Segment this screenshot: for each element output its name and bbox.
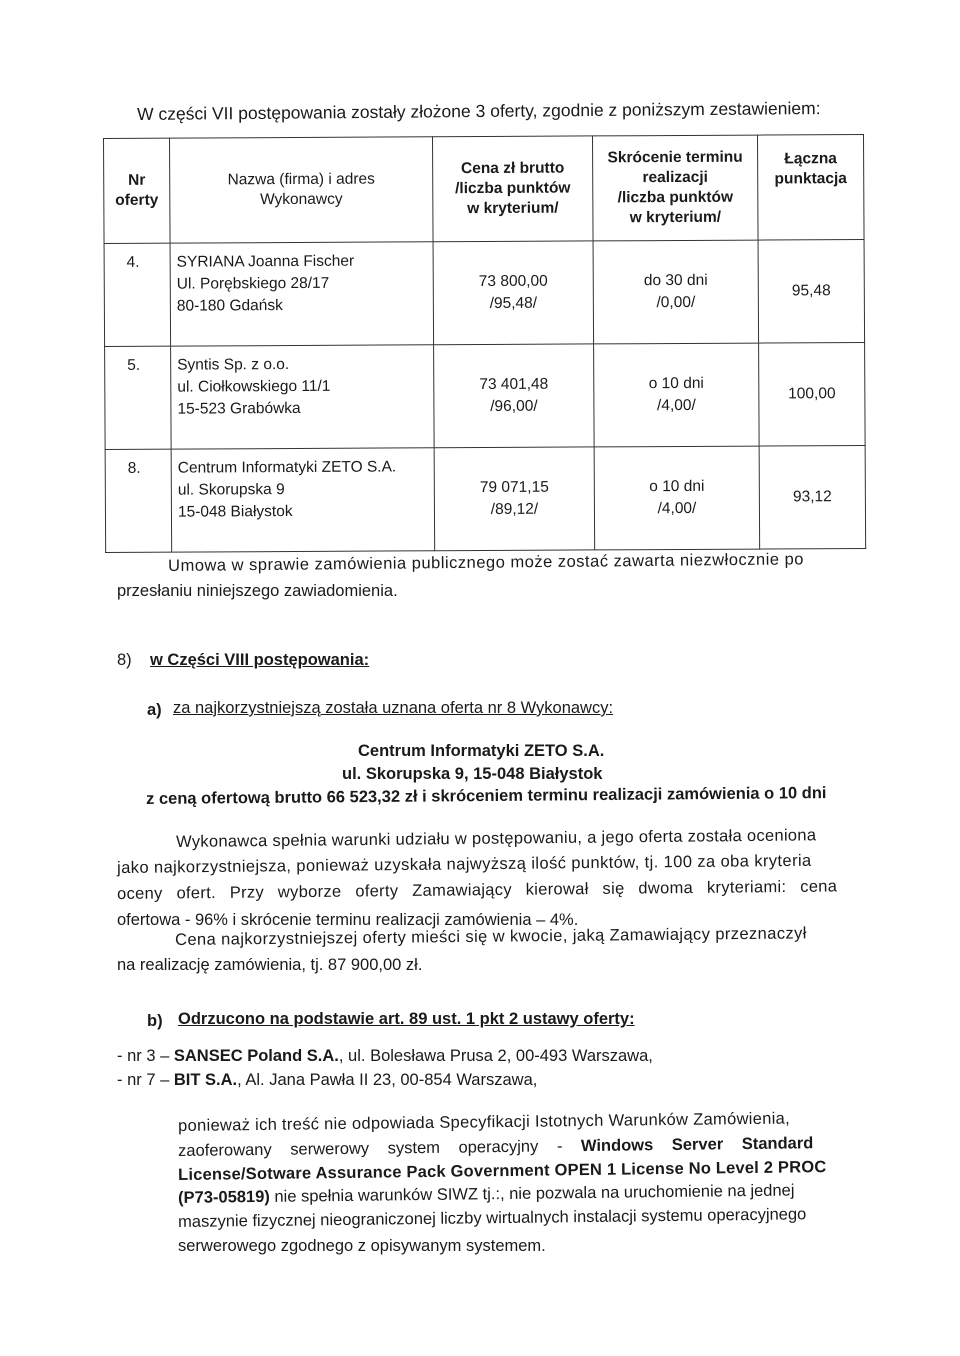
offers-table (103, 134, 866, 553)
reason-line: (P73-05819) nie spełnia warunków SIWZ tj.:, nie pozwala na uruchomienie na jednej (178, 1181, 795, 1207)
budget-line: na realizację zamówienia, tj. 87 900,00 zł. (117, 956, 423, 974)
row-total: 95,48 (758, 240, 865, 344)
table-row (105, 446, 866, 553)
row-firm: Centrum Informatyki ZETO S.A. ul. Skorupska 9 15-048 Białystok (171, 448, 435, 552)
table-header-row (104, 135, 865, 244)
row-price: 79 071,15 /89,12/ (434, 447, 595, 551)
table-row (104, 240, 865, 347)
section-heading: w Części VIII postępowania: (150, 651, 370, 669)
row-price: 73 800,00 /95,48/ (433, 241, 594, 345)
rejected-company: BIT S.A. (173, 1071, 238, 1089)
header-term: Skrócenie terminu realizacji /liczba punktów w kryterium/ (592, 135, 758, 241)
reason-line: ponieważ ich treść nie odpowiada Specyfikacji Istotnych Warunków Zamówienia, (178, 1109, 791, 1135)
header-price: Cena zł brutto /liczba punktów w kryterium/ (432, 136, 593, 242)
subsection-a-heading: za najkorzystniejszą została uznana oferta nr 8 Wykonawcy: (173, 699, 614, 717)
subsection-b-heading: Odrzucono na podstawie art. 89 ust. 1 pkt 2 ustawy oferty: (178, 1010, 635, 1028)
row-nr: 8. (105, 449, 172, 552)
reason-line: zaoferowany serwerowy system operacyjny - Windows Server Standard (178, 1134, 814, 1160)
row-price: 73 401,48 /96,00/ (434, 344, 595, 448)
row-firm: Syntis Sp. z o.o. ul. Ciołkowskiego 11/1 15-523 Grabówka (171, 345, 435, 449)
reason-line: serwerowego zgodnego z opisywanym systemem. (178, 1237, 546, 1255)
intro-text: W części VII postępowania zostały złożone 3 oferty, zgodnie z poniższym zestawieniem: (137, 98, 821, 124)
row-total: 93,12 (759, 446, 866, 550)
rejected-company: SANSEC Poland S.A. (173, 1047, 339, 1065)
justification-line: oceny ofert. Przy wyborze oferty Zamawiający kierował się dwoma kryteriami: cena (117, 877, 838, 903)
reason-line: maszynie fizycznej nieograniczonej liczby wirtualnych instalacji systemu operacyjnego (178, 1205, 807, 1231)
justification-line: Wykonawca spełnia warunki udziału w postępowaniu, a jego oferta została oceniona (176, 826, 817, 851)
rejected-offer: - nr 3 – SANSEC Poland S.A., ul. Bolesława Prusa 2, 00-493 Warszawa, (117, 1047, 653, 1065)
budget-line: Cena najkorzystniejszej oferty mieści się w kwocie, jaką Zamawiający przeznaczył (175, 924, 807, 949)
winner-company: Centrum Informatyki ZETO S.A. (358, 742, 605, 760)
row-term: do 30 dni /0,00/ (593, 240, 759, 344)
section-number: 8) (117, 651, 132, 669)
row-firm: SYRIANA Joanna Fischer Ul. Porębskiego 28/17 80-180 Gdańsk (170, 242, 434, 346)
subsection-b-label: b) (147, 1012, 163, 1030)
row-nr: 4. (104, 243, 171, 346)
winner-price-line: z ceną ofertową brutto 66 523,32 zł i skróceniem terminu realizacji zamówienia o 10 dni (146, 784, 827, 808)
row-term: o 10 dni /4,00/ (594, 343, 760, 447)
contract-note-line1: Umowa w sprawie zamówienia publicznego może zostać zawarta niezwłocznie po (168, 550, 805, 575)
winner-address: ul. Skorupska 9, 15-048 Białystok (342, 765, 603, 783)
table-row (105, 343, 866, 450)
header-firm: Nazwa (firma) i adres Wykonawcy (170, 137, 434, 243)
reason-line: License/Sotware Assurance Pack Government OPEN 1 License No Level 2 PROC (178, 1158, 827, 1184)
header-nr: Nr oferty (104, 138, 171, 243)
row-term: o 10 dni /4,00/ (594, 446, 760, 550)
justification-line: jako najkorzystniejsza, ponieważ uzyskała najwyższą ilość punktów, tj. 100 za oba kryteria (117, 851, 812, 877)
row-nr: 5. (105, 346, 172, 449)
row-total: 100,00 (759, 343, 866, 447)
header-total: Łączna punktacja (757, 135, 864, 241)
rejected-offer: - nr 7 – BIT S.A., Al. Jana Pawła II 23, 00-854 Warszawa, (117, 1071, 538, 1089)
subsection-a-label: a) (147, 701, 162, 719)
justification-line: ofertowa - 96% i skrócenie terminu realizacji zamówienia – 4%. (117, 911, 579, 929)
contract-note-line2: przesłaniu niniejszego zawiadomienia. (117, 582, 398, 600)
